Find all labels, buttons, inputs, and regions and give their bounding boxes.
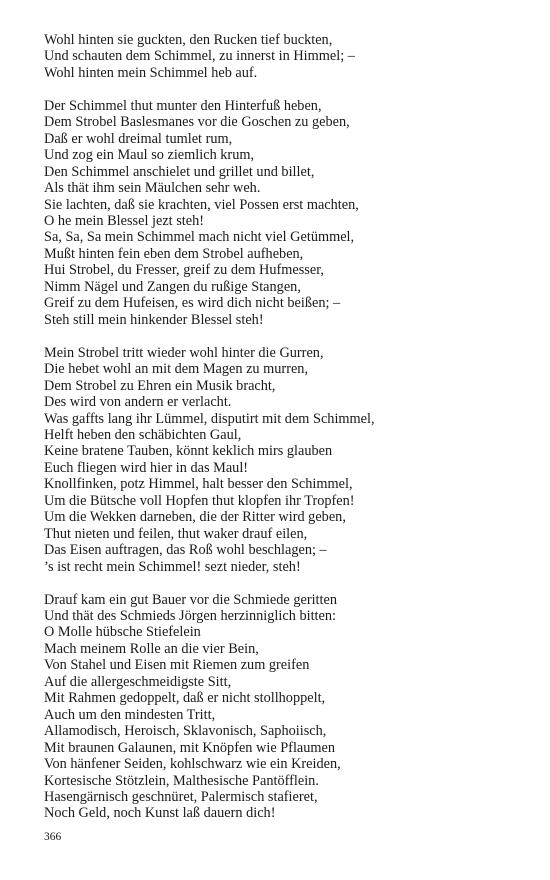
verse-line: Steh still mein hinkender Blessel steh!	[44, 311, 264, 328]
verse-line: Das Eisen auftragen, das Roß wohl beschlagen; –	[44, 542, 327, 559]
verse-line: Und schauten dem Schimmel, zu innerst in Himmel; –	[44, 48, 355, 65]
verse-line: O he mein Blessel jezt steh!	[44, 213, 205, 230]
verse-line: Helft heben den schäbichten Gaul,	[44, 426, 242, 443]
verse-line: Mach meinem Rolle an die vier Bein,	[44, 640, 259, 657]
verse-line: Daß er wohl dreimal tumlet rum,	[44, 130, 233, 147]
verse-line: Wohl hinten sie guckten, den Rucken tief buckten,	[44, 32, 333, 48]
poem-text-block	[44, 32, 524, 838]
verse-line: Euch fliegen wird hier in das Maul!	[44, 459, 249, 476]
verse-line: Auch um den mindesten Tritt,	[44, 706, 216, 723]
verse-line: Des wird von andern er verlacht.	[44, 394, 232, 411]
verse-line: Als thät ihm sein Mäulchen sehr weh.	[44, 180, 261, 197]
verse-line: O Molle hübsche Stiefelein	[44, 624, 201, 641]
verse-line: Mit Rahmen gedoppelt, daß er nicht stollhoppelt,	[44, 690, 326, 707]
verse-line: Hui Strobel, du Fresser, greif zu dem Hufmesser,	[44, 262, 324, 279]
verse-line: Sa, Sa, Sa mein Schimmel mach nicht viel Getümmel,	[44, 229, 355, 246]
page-number: 366	[44, 831, 62, 843]
verse-line: Allamodisch, Heroisch, Sklavonisch, Saphoiisch,	[44, 723, 327, 740]
verse-line: Kortesische Stötzlein, Malthesische Pantöfflein.	[44, 772, 319, 789]
verse-line: Um die Bütsche voll Hopfen thut klopfen ihr Tropfen!	[44, 492, 355, 509]
stanza	[44, 98, 524, 328]
stanza	[44, 592, 524, 822]
verse-line: Knollfinken, potz Himmel, halt besser den Schimmel,	[44, 476, 353, 493]
verse-line: Von Stahel und Eisen mit Riemen zum greifen	[44, 657, 310, 674]
verse-line: Mit braunen Galaunen, mit Knöpfen wie Pflaumen	[44, 739, 336, 756]
verse-line: Keine bratene Tauben, könnt keklich mirs glauben	[44, 443, 333, 460]
verse-line: Noch Geld, noch Kunst laß dauern dich!	[44, 805, 276, 822]
verse-line: Und zog ein Maul so ziemlich krum,	[44, 147, 255, 164]
verse-line: Nimm Nägel und Zangen du rußige Stangen,	[44, 278, 301, 295]
verse-line: Drauf kam ein gut Bauer vor die Schmiede geritten	[44, 591, 337, 608]
verse-line: Greif zu dem Hufeisen, es wird dich nicht beißen; –	[44, 295, 341, 312]
stanza	[44, 32, 524, 81]
verse-line: Wohl hinten mein Schimmel heb auf.	[44, 64, 258, 81]
verse-line: Auf die allergeschmeidigste Sitt,	[44, 673, 232, 690]
verse-line: Was gaffts lang ihr Lümmel, disputirt mit dem Schimmel,	[44, 410, 375, 427]
verse-line: Sie lachten, daß sie krachten, viel Possen erst machten,	[44, 196, 359, 213]
verse-line: Die hebet wohl an mit dem Magen zu murren,	[44, 361, 309, 378]
verse-line: Um die Wekken darneben, die der Ritter wird geben,	[44, 509, 346, 526]
verse-line: Hasengärnisch geschnüret, Palermisch stafieret,	[44, 788, 318, 805]
verse-line: Mußt hinten fein eben dem Strobel aufheben,	[44, 245, 304, 262]
stanza	[44, 345, 524, 575]
verse-line: Thut nieten und feilen, thut waker drauf eilen,	[44, 525, 308, 542]
verse-line: Mein Strobel tritt wieder wohl hinter die Gurren,	[44, 344, 324, 361]
verse-line: Dem Strobel Baslesmanes vor die Goschen zu geben,	[44, 114, 350, 131]
verse-line: ’s ist recht mein Schimmel! sezt nieder, steh!	[44, 558, 301, 575]
verse-line: Der Schimmel thut munter den Hinterfuß heben,	[44, 97, 322, 114]
verse-line: Dem Strobel zu Ehren ein Musik bracht,	[44, 377, 276, 394]
verse-line: Den Schimmel anschielet und grillet und billet,	[44, 163, 315, 180]
verse-line: Von hänfener Seiden, kohlschwarz wie ein Kreiden,	[44, 756, 341, 773]
verse-line: Und thät des Schmieds Jörgen herzinniglich bitten:	[44, 608, 336, 624]
